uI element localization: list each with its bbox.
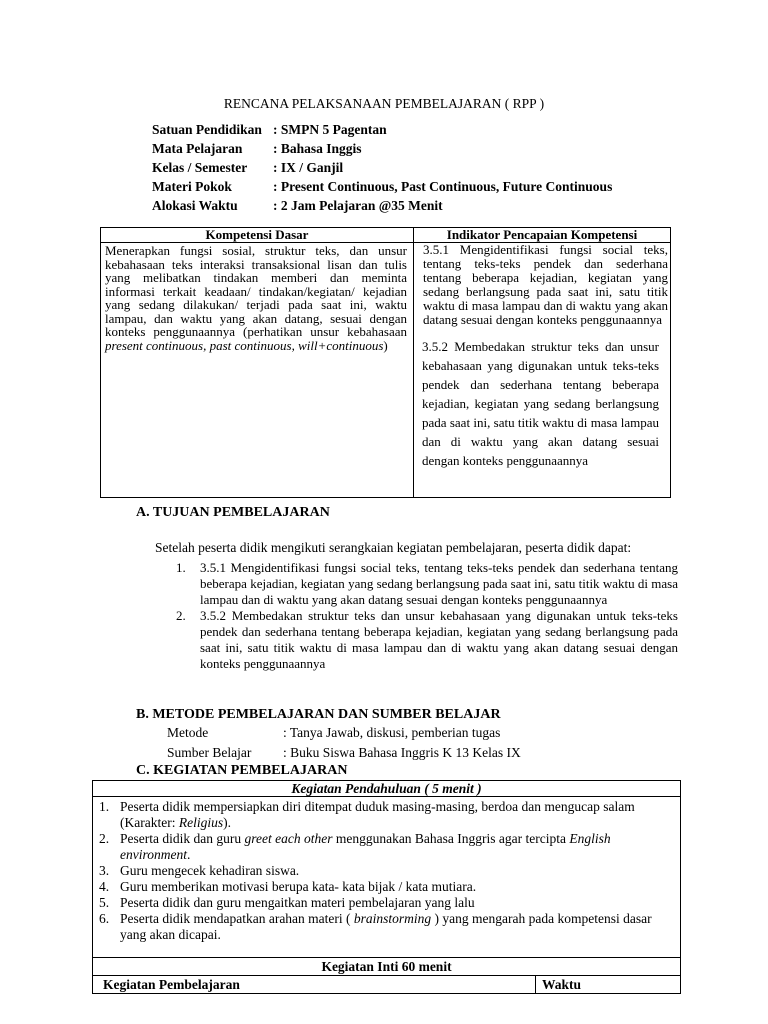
list-item — [99, 879, 674, 895]
list-number: 2. — [99, 831, 110, 846]
kd-italic-text: present continuous, past continuous, will+continuous — [105, 337, 384, 353]
source-value: : Buku Siswa Bahasa Inggris K 13 Kelas IX — [283, 745, 521, 760]
indicator-cell — [414, 243, 671, 498]
activities-table — [92, 780, 681, 994]
objectives-list — [176, 560, 678, 672]
section-b-heading: B. METODE PEMBELAJARAN DAN SUMBER BELAJAR — [136, 707, 501, 722]
list-item-text: 3.5.2 Membedakan struktur teks dan unsur kebahasaan yang digunakan untuk teks-teks pendek dan sederhana tentang beberapa kejadian, kegiatan yang sedang berlangsung pada saat ini, satu titik waktu di masa lampau dan di waktu yang akan datang sesuai dengan konteks penggunaannya — [200, 608, 678, 671]
info-value: : IX / Ganjil — [273, 160, 344, 175]
info-label: Materi Pokok — [152, 179, 232, 194]
kd-cell — [101, 243, 414, 498]
indicator-header: Indikator Pencapaian Kompetensi — [414, 228, 671, 243]
info-value: : Present Continuous, Past Continuous, Future Continuous — [273, 179, 613, 194]
list-item — [99, 863, 674, 879]
step-text: Peserta didik dan guru — [120, 831, 245, 846]
method-label: Metode — [167, 725, 209, 740]
document-title: RENCANA PELAKSANAAN PEMBELAJARAN ( RPP ) — [223, 96, 545, 111]
list-number: 2. — [176, 608, 186, 623]
list-number: 6. — [99, 911, 110, 926]
core-activity-header: Kegiatan Inti 60 menit — [93, 958, 681, 976]
activity-column-header: Kegiatan Pembelajaran — [93, 976, 536, 994]
step-italic: English environment — [120, 831, 611, 862]
info-value: : SMPN 5 Pagentan — [273, 122, 387, 137]
step-text: ). — [223, 815, 231, 830]
method-value: : Tanya Jawab, diskusi, pemberian tugas — [283, 725, 501, 740]
intro-activity-cell — [93, 797, 681, 958]
list-number: 4. — [99, 879, 110, 894]
section-a-heading: A. TUJUAN PEMBELAJARAN — [136, 505, 330, 520]
list-number: 1. — [176, 560, 186, 575]
list-item — [99, 799, 674, 831]
section-c-heading: C. KEGIATAN PEMBELAJARAN — [136, 763, 348, 778]
intro-activity-header: Kegiatan Pendahuluan ( 5 menit ) — [93, 781, 681, 797]
step-text: Guru mengecek kehadiran siswa. — [120, 863, 300, 878]
step-text: . — [186, 847, 191, 862]
step-italic: greet each other — [244, 831, 333, 846]
list-item — [176, 608, 678, 672]
step-italic: brainstorming — [353, 911, 432, 926]
step-text: Guru memberikan motivasi berupa kata- kata bijak / kata mutiara. — [120, 879, 477, 894]
kd-text: Menerapkan fungsi sosial, struktur teks, dan unsur kebahasaan teks interaksi transaksional lisan dan tulis yang melibatkan tindakan memberi dan meminta informasi terkait keadaan/ tindakan/kegiatan/ kejadian yang sedang dilakukan/ terjadi pada saat ini, waktu lampau, dan waktu yang akan datang, sesuai dengan konteks penggunaannya (perhatikan unsur kebahasaan — [105, 243, 407, 339]
info-label: Mata Pelajaran — [152, 141, 243, 156]
step-text: ) yang mengarah pada kompetensi dasar yang akan dicapai. — [120, 911, 652, 942]
step-text: menggunakan Bahasa Inggris agar tercipta — [332, 831, 570, 846]
indicator-1: 3.5.1 Mengidentifikasi fungsi social teks, tentang teks-teks pendek dan sederhana tentang beberapa kejadian, kegiatan yang sedang berlangsung pada saat ini, satu titik waktu di masa lampau dan di waktu yang akan datang sesuai dengan konteks penggunaannya — [423, 242, 668, 327]
list-number: 5. — [99, 895, 110, 910]
info-label: Kelas / Semester — [152, 160, 248, 175]
list-item-text: 3.5.1 Mengidentifikasi fungsi social teks, tentang teks-teks pendek dan sederhana tentang beberapa kejadian, kegiatan yang sedang berlangsung pada saat ini, satu titik waktu di masa lampau dan di waktu yang akan datang sesuai dengan konteks penggunaannya — [200, 560, 678, 607]
intro-steps-list — [99, 799, 674, 943]
list-item — [176, 560, 678, 608]
list-number: 1. — [99, 799, 110, 814]
kd-close: ) — [383, 337, 388, 353]
info-label: Alokasi Waktu — [152, 198, 238, 213]
step-italic: Religius — [178, 815, 224, 830]
info-value: : 2 Jam Pelajaran @35 Menit — [273, 198, 443, 213]
source-label: Sumber Belajar — [167, 745, 252, 760]
list-item — [99, 895, 674, 911]
section-a-intro: Setelah peserta didik mengikuti serangkaian kegiatan pembelajaran, peserta didik dapat: — [155, 540, 632, 555]
list-item — [99, 831, 674, 863]
list-number: 3. — [99, 863, 110, 878]
info-label: Satuan Pendidikan — [152, 122, 262, 137]
list-item — [99, 911, 674, 943]
step-text: Peserta didik mendapatkan arahan materi ( — [120, 911, 354, 926]
info-value: : Bahasa Inggis — [273, 141, 362, 156]
kd-header: Kompetensi Dasar — [101, 228, 414, 243]
step-text: Peserta didik mempersiapkan diri ditempat duduk masing-masing, berdoa dan mengucap salam (Karakter: — [120, 799, 635, 830]
step-text: Peserta didik dan guru mengaitkan materi pembelajaran yang lalu — [120, 895, 475, 910]
competency-table — [100, 227, 671, 498]
indicator-2: 3.5.2 Membedakan struktur teks dan unsur kebahasaan yang digunakan untuk teks-teks pendek dan sederhana tentang beberapa kejadian, kegiatan yang sedang berlangsung pada saat ini, satu titik waktu di masa lampau dan di waktu yang akan datang sesuai dengan konteks penggunaannya — [422, 339, 659, 468]
time-column-header: Waktu — [536, 976, 681, 994]
